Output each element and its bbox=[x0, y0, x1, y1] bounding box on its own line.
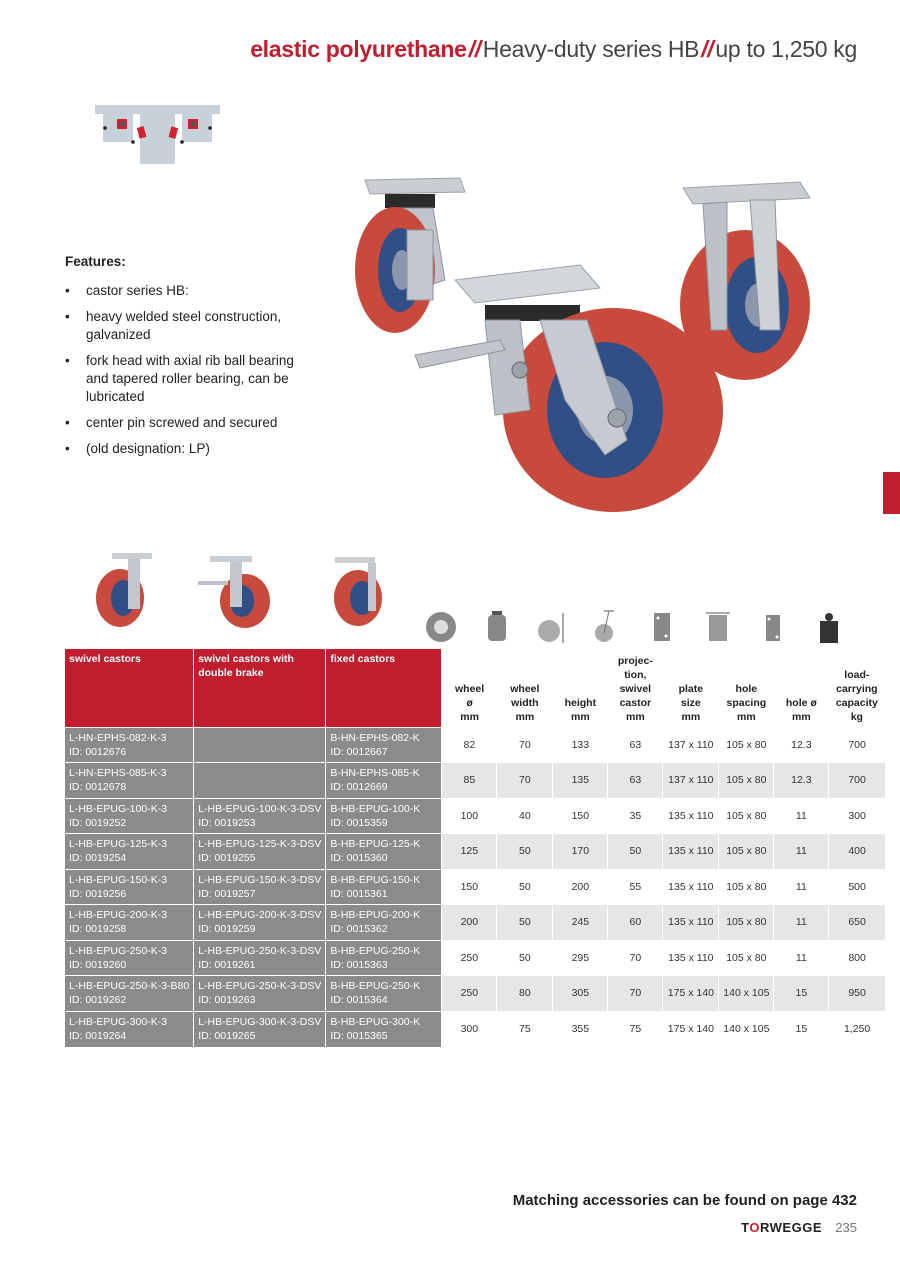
article-number: L-HN-EPHS-082-K-3 bbox=[69, 731, 167, 744]
spec-value-cell: 105 x 80 bbox=[719, 727, 774, 763]
feature-item: • center pin screwed and secured bbox=[65, 414, 315, 432]
article-id: ID: 0015362 bbox=[330, 923, 388, 936]
spec-value-cell: 63 bbox=[608, 727, 663, 763]
spec-value-cell: 245 bbox=[553, 905, 608, 941]
load-weight-icon bbox=[820, 613, 838, 643]
article-id: ID: 0019253 bbox=[198, 816, 256, 829]
braked-swivel-castor-image bbox=[415, 265, 723, 512]
table-row bbox=[65, 976, 885, 1012]
article-fixed-cell bbox=[326, 798, 442, 834]
spec-value-cell: 135 x 110 bbox=[663, 834, 719, 870]
article-id: ID: 0015361 bbox=[330, 887, 388, 900]
spec-value-cell: 150 bbox=[442, 869, 497, 905]
article-brake-cell bbox=[194, 834, 326, 870]
article-brake-cell bbox=[194, 940, 326, 976]
article-number: B-HN-EPHS-085-K bbox=[330, 767, 420, 780]
spec-value-cell: 355 bbox=[553, 1011, 608, 1047]
article-number: L-HB-EPUG-250-K-3-DSV bbox=[198, 944, 322, 957]
hole-diameter-icon bbox=[766, 615, 780, 641]
features-list bbox=[65, 282, 315, 458]
article-fixed-cell bbox=[326, 1011, 442, 1047]
article-brake-cell bbox=[194, 905, 326, 941]
spec-value-cell: 70 bbox=[608, 940, 663, 976]
article-number: L-HB-EPUG-100-K-3-DSV bbox=[198, 802, 322, 815]
article-id: ID: 0019261 bbox=[198, 958, 256, 971]
spec-value-cell: 300 bbox=[442, 1011, 497, 1047]
article-id: ID: 0019255 bbox=[198, 852, 256, 865]
table-row bbox=[65, 798, 885, 834]
spec-value-cell: 50 bbox=[497, 905, 553, 941]
height-icon bbox=[538, 613, 563, 643]
article-fixed-cell bbox=[326, 869, 442, 905]
spec-value-cell: 75 bbox=[608, 1011, 663, 1047]
article-swivel-cell bbox=[65, 976, 194, 1012]
spec-value-cell: 200 bbox=[553, 869, 608, 905]
page-header bbox=[250, 36, 857, 63]
table-row bbox=[65, 905, 885, 941]
spec-value-cell: 137 x 110 bbox=[663, 763, 719, 799]
spec-value-cell: 700 bbox=[829, 763, 885, 799]
spec-value-cell: 700 bbox=[829, 727, 885, 763]
spec-value-cell: 200 bbox=[442, 905, 497, 941]
spec-value-cell: 295 bbox=[553, 940, 608, 976]
article-swivel-cell bbox=[65, 940, 194, 976]
spec-value-cell: 15 bbox=[774, 976, 829, 1012]
spec-value-cell: 135 x 110 bbox=[663, 940, 719, 976]
spec-value-cell: 170 bbox=[553, 834, 608, 870]
table-row bbox=[65, 727, 885, 763]
projection-icon bbox=[595, 611, 614, 642]
article-number: B-HB-EPUG-250-K bbox=[330, 944, 421, 957]
spec-value-cell: 11 bbox=[774, 798, 829, 834]
spec-value-cell: 135 x 110 bbox=[663, 869, 719, 905]
article-id: ID: 0012669 bbox=[330, 781, 388, 794]
spec-value-cell: 70 bbox=[497, 763, 553, 799]
article-brake-cell bbox=[194, 763, 326, 799]
wheel-width-icon bbox=[488, 611, 506, 641]
spec-value-cell: 70 bbox=[608, 976, 663, 1012]
header-load-capacity: load- carrying capacity kg bbox=[829, 649, 885, 727]
features-title: Features: bbox=[65, 254, 126, 269]
spec-value-cell: 50 bbox=[497, 940, 553, 976]
header-wheel-diameter: wheel ø mm bbox=[442, 649, 497, 727]
spec-table bbox=[65, 649, 885, 1047]
spec-value-cell: 250 bbox=[442, 940, 497, 976]
bearing-diagram-icon bbox=[95, 102, 220, 164]
header-load: up to 1,250 kg bbox=[715, 36, 857, 62]
header-hole-spacing: hole spacing mm bbox=[719, 649, 774, 727]
spec-value-cell: 140 x 105 bbox=[719, 1011, 774, 1047]
article-fixed-cell bbox=[326, 905, 442, 941]
spec-value-cell: 175 x 140 bbox=[663, 1011, 719, 1047]
article-brake-cell bbox=[194, 869, 326, 905]
table-row bbox=[65, 940, 885, 976]
spec-value-cell: 1,250 bbox=[829, 1011, 885, 1047]
table-row bbox=[65, 763, 885, 799]
spec-value-cell: 100 bbox=[442, 798, 497, 834]
header-separator: // bbox=[468, 36, 481, 62]
article-id: ID: 0012667 bbox=[330, 745, 388, 758]
swivel-castor-thumbnail bbox=[96, 553, 152, 627]
article-swivel-cell bbox=[65, 834, 194, 870]
spec-value-cell: 80 bbox=[497, 976, 553, 1012]
spec-value-cell: 105 x 80 bbox=[719, 869, 774, 905]
spec-value-cell: 135 x 110 bbox=[663, 798, 719, 834]
article-swivel-cell bbox=[65, 727, 194, 763]
feature-item: • castor series HB: bbox=[65, 282, 315, 300]
header-series: Heavy-duty series HB bbox=[482, 36, 700, 62]
article-number: L-HB-EPUG-150-K-3 bbox=[69, 873, 168, 886]
spec-value-cell: 11 bbox=[774, 905, 829, 941]
spec-value-cell: 82 bbox=[442, 727, 497, 763]
article-fixed-cell bbox=[326, 763, 442, 799]
spec-value-cell: 85 bbox=[442, 763, 497, 799]
table-row bbox=[65, 834, 885, 870]
article-number: L-HB-EPUG-125-K-3 bbox=[69, 838, 168, 851]
spec-value-cell: 300 bbox=[829, 798, 885, 834]
spec-table-body bbox=[65, 727, 885, 1047]
article-swivel-cell bbox=[65, 798, 194, 834]
article-id: ID: 0012678 bbox=[69, 781, 127, 794]
spec-value-cell: 950 bbox=[829, 976, 885, 1012]
article-number: B-HB-EPUG-150-K bbox=[330, 873, 421, 886]
features-block bbox=[65, 253, 315, 466]
castor-product-image bbox=[355, 170, 835, 515]
article-id: ID: 0019254 bbox=[69, 852, 127, 865]
spec-value-cell: 137 x 110 bbox=[663, 727, 719, 763]
spec-value-cell: 305 bbox=[553, 976, 608, 1012]
spec-value-cell: 400 bbox=[829, 834, 885, 870]
article-brake-cell bbox=[194, 976, 326, 1012]
header-separator: // bbox=[701, 36, 714, 62]
header-wheel-width: wheel width mm bbox=[497, 649, 553, 727]
header-projection: projec- tion, swivel castor mm bbox=[608, 649, 663, 727]
article-id: ID: 0019260 bbox=[69, 958, 127, 971]
article-number: B-HB-EPUG-250-K bbox=[330, 980, 421, 993]
wheel-diameter-icon bbox=[426, 612, 456, 642]
article-id: ID: 0015363 bbox=[330, 958, 388, 971]
spec-value-cell: 63 bbox=[608, 763, 663, 799]
header-swivel-castors-brake: swivel castors with double brake bbox=[194, 649, 326, 727]
article-number: L-HN-EPHS-085-K-3 bbox=[69, 767, 167, 780]
spec-value-cell: 105 x 80 bbox=[719, 763, 774, 799]
spec-value-cell: 35 bbox=[608, 798, 663, 834]
article-number: B-HB-EPUG-300-K bbox=[330, 1016, 421, 1028]
article-number: L-HB-EPUG-200-K-3 bbox=[69, 909, 168, 922]
article-id: ID: 0019263 bbox=[198, 994, 256, 1007]
article-brake-cell bbox=[194, 1011, 326, 1047]
spec-value-cell: 11 bbox=[774, 940, 829, 976]
article-number: B-HB-EPUG-125-K bbox=[330, 838, 421, 851]
article-number: L-HB-EPUG-300-K-3 bbox=[69, 1016, 168, 1028]
article-number: B-HB-EPUG-200-K bbox=[330, 909, 421, 922]
spec-value-cell: 650 bbox=[829, 905, 885, 941]
article-number: L-HB-EPUG-250-K-3-B80 bbox=[69, 980, 190, 993]
article-number: L-HB-EPUG-250-K-3 bbox=[69, 944, 168, 957]
spec-value-cell: 75 bbox=[497, 1011, 553, 1047]
article-id: ID: 0015359 bbox=[330, 816, 388, 829]
spec-value-cell: 800 bbox=[829, 940, 885, 976]
article-fixed-cell bbox=[326, 940, 442, 976]
spec-value-cell: 140 x 105 bbox=[719, 976, 774, 1012]
spec-value-cell: 12.3 bbox=[774, 727, 829, 763]
header-material: elastic polyurethane bbox=[250, 36, 467, 62]
article-number: B-HB-EPUG-100-K bbox=[330, 802, 421, 815]
article-fixed-cell bbox=[326, 834, 442, 870]
spec-value-cell: 60 bbox=[608, 905, 663, 941]
spec-value-cell: 50 bbox=[608, 834, 663, 870]
spec-value-cell: 175 x 140 bbox=[663, 976, 719, 1012]
article-id: ID: 0019257 bbox=[198, 887, 256, 900]
article-id: ID: 0019258 bbox=[69, 923, 127, 936]
article-number: L-HB-EPUG-125-K-3-DSV bbox=[198, 838, 322, 851]
spec-value-cell: 50 bbox=[497, 834, 553, 870]
article-id: ID: 0015364 bbox=[330, 994, 388, 1007]
accessories-note: Matching accessories can be found on page 432 bbox=[512, 1192, 857, 1209]
spec-value-cell: 70 bbox=[497, 727, 553, 763]
feature-item: • fork head with axial rib ball bearing and tapered roller bearing, can be lubricated bbox=[65, 352, 315, 406]
article-number: L-HB-EPUG-200-K-3-DSV bbox=[198, 909, 322, 922]
spec-value-cell: 150 bbox=[553, 798, 608, 834]
article-number: L-HB-EPUG-150-K-3-DSV bbox=[198, 873, 322, 886]
spec-value-cell: 250 bbox=[442, 976, 497, 1012]
spec-value-cell: 105 x 80 bbox=[719, 798, 774, 834]
article-swivel-cell bbox=[65, 1011, 194, 1047]
spec-value-cell: 15 bbox=[774, 1011, 829, 1047]
spec-value-cell: 135 x 110 bbox=[663, 905, 719, 941]
spec-value-cell: 50 bbox=[497, 869, 553, 905]
spec-value-cell: 12.3 bbox=[774, 763, 829, 799]
article-number: B-HN-EPHS-082-K bbox=[330, 731, 420, 744]
article-brake-cell bbox=[194, 798, 326, 834]
fixed-castor-thumbnail bbox=[334, 557, 382, 626]
article-swivel-cell bbox=[65, 869, 194, 905]
article-id: ID: 0019259 bbox=[198, 923, 256, 936]
header-plate-size: plate size mm bbox=[663, 649, 719, 727]
spec-value-cell: 500 bbox=[829, 869, 885, 905]
article-fixed-cell bbox=[326, 976, 442, 1012]
plate-size-icon bbox=[654, 613, 670, 641]
article-id: ID: 0019256 bbox=[69, 887, 127, 900]
table-column-thumbnails bbox=[90, 553, 420, 628]
braked-castor-thumbnail bbox=[198, 556, 270, 628]
swivel-castor-image bbox=[355, 178, 465, 333]
article-id: ID: 0019252 bbox=[69, 816, 127, 829]
spec-value-cell: 105 x 80 bbox=[719, 940, 774, 976]
spec-value-cell: 11 bbox=[774, 834, 829, 870]
spec-value-cell: 125 bbox=[442, 834, 497, 870]
table-row bbox=[65, 869, 885, 905]
article-id: ID: 0015365 bbox=[330, 1030, 388, 1042]
header-fixed-castors: fixed castors bbox=[326, 649, 442, 727]
table-row bbox=[65, 1011, 885, 1047]
article-id: ID: 0012676 bbox=[69, 745, 127, 758]
article-fixed-cell bbox=[326, 727, 442, 763]
header-swivel-castors: swivel castors bbox=[65, 649, 194, 727]
chapter-tab bbox=[883, 472, 900, 514]
article-brake-cell bbox=[194, 727, 326, 763]
spec-value-cell: 11 bbox=[774, 869, 829, 905]
spec-value-cell: 105 x 80 bbox=[719, 834, 774, 870]
article-number: L-HB-EPUG-100-K-3 bbox=[69, 802, 168, 815]
feature-item: • (old designation: LP) bbox=[65, 440, 315, 458]
article-id: ID: 0019265 bbox=[198, 1030, 256, 1042]
article-id: ID: 0015360 bbox=[330, 852, 388, 865]
article-id: ID: 0019262 bbox=[69, 994, 127, 1007]
page-number: 235 bbox=[835, 1220, 857, 1235]
spec-value-cell: 40 bbox=[497, 798, 553, 834]
spec-value-cell: 105 x 80 bbox=[719, 905, 774, 941]
article-swivel-cell bbox=[65, 763, 194, 799]
article-number: L-HB-EPUG-300-K-3-DSV bbox=[198, 1016, 322, 1028]
spec-value-cell: 133 bbox=[553, 727, 608, 763]
header-height: height mm bbox=[553, 649, 608, 727]
article-swivel-cell bbox=[65, 905, 194, 941]
header-hole-diameter: hole ø mm bbox=[774, 649, 829, 727]
spec-icon-row bbox=[414, 607, 858, 649]
spec-value-cell: 55 bbox=[608, 869, 663, 905]
article-id: ID: 0019264 bbox=[69, 1030, 127, 1042]
hole-spacing-icon bbox=[706, 613, 730, 641]
article-number: L-HB-EPUG-250-K-3-DSV bbox=[198, 980, 322, 993]
spec-value-cell: 135 bbox=[553, 763, 608, 799]
feature-item: • heavy welded steel construction, galvanized bbox=[65, 308, 315, 344]
brand-logo: TORWEGGE bbox=[741, 1220, 822, 1235]
